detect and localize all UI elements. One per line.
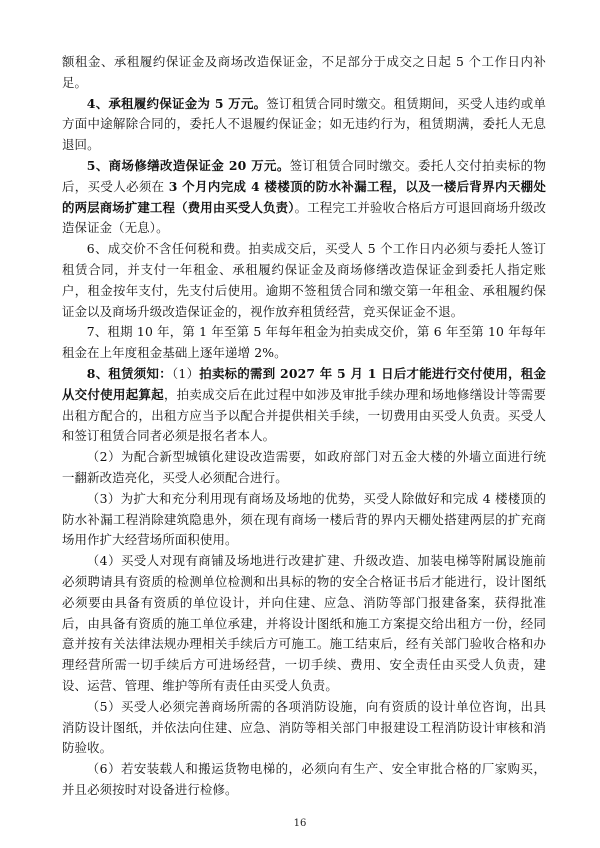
bold-text-run: 4、承租履约保证金为 5 万元。 <box>86 95 267 111</box>
paragraph <box>62 489 546 551</box>
text-run: ，拍卖成交后在此过程中如涉及审批手续办理和场地修缮设计等需要出租方配合的，出租方应当予以配合并提供相关手续，一切费用由买受人负责。买受人和签订租赁合同者必须是报名者本人。 <box>62 386 546 444</box>
paragraph <box>62 759 546 801</box>
paragraph <box>62 551 546 697</box>
paragraph <box>62 156 546 239</box>
page-number: 16 <box>293 818 307 829</box>
text-run: （6）若安装载人和搬运货物电梯的，必须向有生产、安全审批合格的厂家购买，并且必须按时对设备进行检修。 <box>62 761 546 797</box>
paragraph <box>62 239 546 322</box>
bold-text-run: 5、商场修缮改造保证金 20 万元。 <box>86 157 290 173</box>
text-run: （3）为扩大和充分利用现有商场及场地的优势，买受人除做好和完成 4 楼楼顶的防水补漏工程消除建筑隐患外，须在现有商场一楼后背的界内天棚处搭建两层的扩充商场用作扩大经营场所面积使用。 <box>62 490 546 548</box>
paragraph <box>62 447 546 489</box>
bold-text-run: 8、租赁须知： <box>86 365 172 381</box>
text-run: 6、成交价不含任何税和费。拍卖成交后，买受人 5 个工作日内必须与委托人签订租赁合同，并支付一年租金、承租履约保证金及商场修缮改造保证金到委托人指定账户，租金按年支付，先支付后使用。逾期不签租赁合同和缴交第一年租金、承租履约保证金以及商场升级改造保证金的，视作放弃租赁经营，竞买保证金不退。 <box>62 241 546 319</box>
bold-text-run: 3 个月内完成 4 楼楼顶的防水补漏工程，以及一楼后背界内天棚处的两层商场扩建工程（费用由买受人负责） <box>62 178 546 215</box>
text-run: （4）买受人对现有商铺及场地进行改建扩建、升级改造、加装电梯等附属设施前必须聘请具有资质的检测单位检测和出具标的物的安全合格证书后才能进行，设计图纸必须要由具备有资质的单位设计，并向住建、应急、消防等部门报建备案，获得批准后，由具备有资质的施工单位承建，并将设计图纸和施工方案提交给出租方一份，经同意并按有关法律法规办理相关手续后方可施工。施工结束后，经有关部门验收合格和办理经营所需一切手续后方可进场经营，一切手续、费用、安全责任由买受人负责，建设、运营、管理、维护等所有责任由买受人负责。 <box>62 553 546 693</box>
text-run: （5）买受人必须完善商场所需的各项消防设施，向有资质的设计单位咨询，出具消防设计图纸，并依法向住建、应急、消防等相关部门申报建设工程消防设计审核和消防验收。 <box>62 698 546 756</box>
paragraph <box>62 364 546 447</box>
paragraph <box>62 322 546 364</box>
text-run: 7、租期 10 年，第 1 年至第 5 年每年租金为拍卖成交价，第 6 年至第 10 年每年租金在上年度租金基础上逐年递增 2%。 <box>62 324 546 361</box>
text-run: 额租金、承租履约保证金及商场改造保证金，不足部分于成交之日起 5 个工作日内补足。 <box>62 54 546 90</box>
text-run: （2）为配合新型城镇化建设改造需要，如政府部门对五金大楼的外墙立面进行统一翻新改造亮化，买受人必须配合进行。 <box>62 449 546 485</box>
text-run: 签订租赁合同时缴交。委托人交付拍卖标的物后，买受人必须在 <box>62 157 547 194</box>
paragraph <box>62 94 546 156</box>
document-body <box>62 52 546 801</box>
paragraph <box>62 697 546 759</box>
text-run: 签订租赁合同时缴交。租赁期间，买受人违约或单方面中途解除合同的，委托人不退履约保证金；如无违约行为，租赁期满，委托人无息退回。 <box>62 95 546 153</box>
text-run: 。工程完工并验收合格后方可退回商场升级改造保证金（无息）。 <box>62 199 547 236</box>
text-run: （1） <box>171 365 200 381</box>
paragraph <box>62 52 546 94</box>
bold-text-run: 拍卖标的需到 2027 年 5 月 1 日后才能进行交付使用，租金从交付使用起算起 <box>62 365 547 402</box>
